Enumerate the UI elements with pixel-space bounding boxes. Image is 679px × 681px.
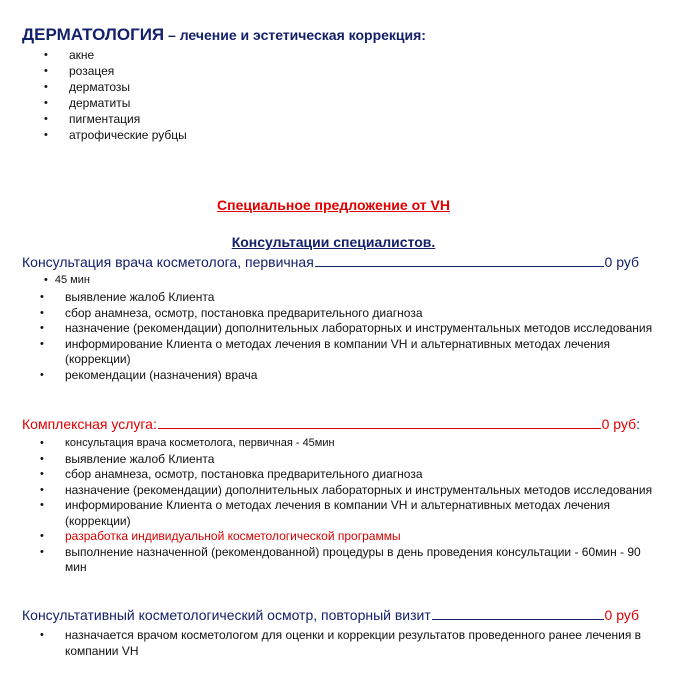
service-price: 0 руб: [601, 416, 637, 432]
service-price-line-primary: [22, 254, 639, 270]
service-label: Консультативный косметологический осмотр, повторный визит: [22, 607, 431, 623]
dermatology-list: [44, 47, 187, 143]
price-suffix: :: [636, 416, 640, 432]
leader-line: [158, 428, 601, 429]
service-price-line-repeat: [22, 607, 639, 623]
service-price-line-complex: [22, 416, 640, 432]
service3-list: [40, 628, 660, 659]
leader-line: [432, 619, 604, 620]
list-item: • выполнение назначенной (рекомендованной) процедуры в день проведения консультации - 60мин - 90 мин: [40, 545, 660, 576]
leader-line: [315, 266, 604, 267]
list-item: • розацея: [44, 63, 187, 79]
list-item: • дерматиты: [44, 95, 187, 111]
dermatology-heading-main: ДЕРМАТОЛОГИЯ: [22, 25, 165, 44]
list-item: • информирование Клиента о методах лечения в компании VH и альтернативных методах лечения (коррекции): [40, 337, 660, 368]
list-item: • выявление жалоб Клиента: [40, 290, 660, 306]
list-item: • назначение (рекомендации) дополнительных лабораторных и инструментальных методов исследования: [40, 483, 660, 499]
list-item: • назначается врачом косметологом для оценки и коррекции результатов проведенного ранее лечения в компании VH: [40, 628, 660, 659]
service-price: 0 руб: [604, 254, 639, 270]
list-item: • атрофические рубцы: [44, 127, 187, 143]
list-item: • назначение (рекомендации) дополнительных лабораторных и инструментальных методов исследования: [40, 321, 660, 337]
service-label: Консультация врача косметолога, первичная: [22, 254, 314, 270]
list-item: • выявление жалоб Клиента: [40, 452, 660, 468]
list-item: • сбор анамнеза, осмотр, постановка предварительного диагноза: [40, 467, 660, 483]
list-item: • дерматозы: [44, 79, 187, 95]
service2-list: [40, 436, 660, 576]
list-item: • рекомендации (назначения) врача: [40, 368, 660, 384]
bullet-icon: •: [44, 274, 48, 286]
consultations-heading: Консультации специалистов.: [231, 234, 436, 250]
special-offer-heading: Специальное предложение от VH: [217, 197, 450, 213]
service-label: Комплексная услуга:: [22, 416, 157, 432]
dermatology-heading: [22, 25, 426, 45]
list-item: • пигментация: [44, 111, 187, 127]
list-item-highlight: • разработка индивидуальной косметологической программы: [40, 529, 660, 545]
list-item: • сбор анамнеза, осмотр, постановка предварительного диагноза: [40, 306, 660, 322]
list-item: • акне: [44, 47, 187, 63]
service1-list: [40, 290, 660, 383]
service-price: 0 руб: [604, 607, 639, 623]
dermatology-heading-rest: – лечение и эстетическая коррекция:: [164, 27, 426, 43]
duration-note: [44, 274, 90, 286]
list-item: • консультация врача косметолога, первичная - 45мин: [40, 436, 660, 452]
list-item: • информирование Клиента о методах лечения в компании VH и альтернативных методах лечения (коррекции): [40, 498, 660, 529]
duration-text: 45 мин: [54, 274, 90, 286]
